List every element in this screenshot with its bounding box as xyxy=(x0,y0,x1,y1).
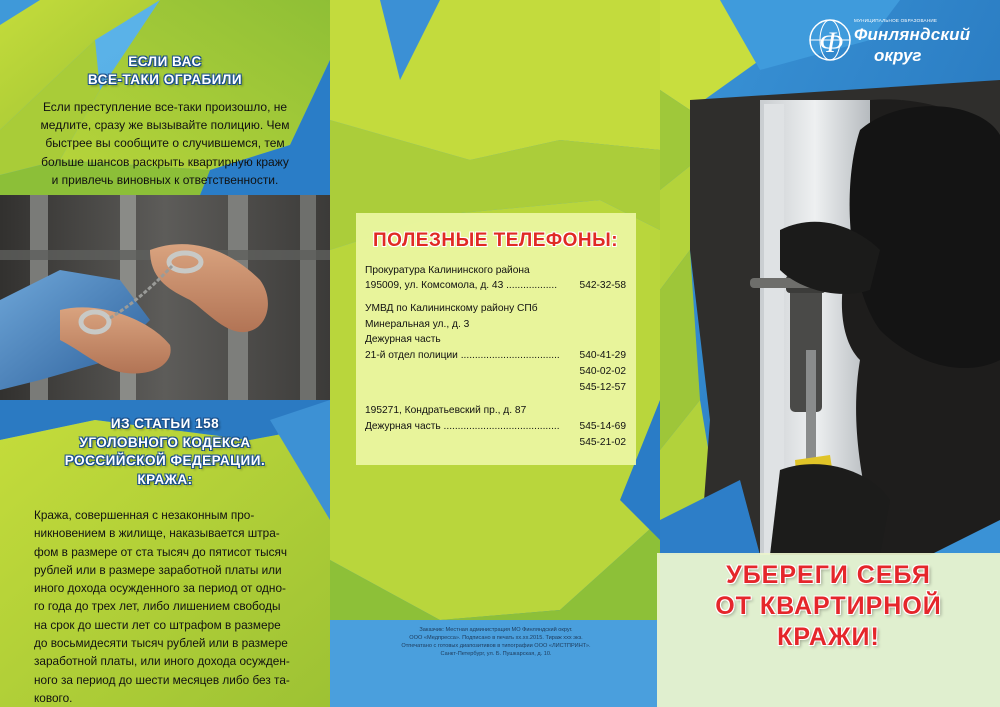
article-heading-line: РОССИЙСКОЙ ФЕДЕРАЦИИ. xyxy=(64,453,266,468)
article-line: иного дохода осужденного за период от одно- xyxy=(34,581,286,596)
article-line: до восьмидесяти тысяч рублей или в размере xyxy=(34,636,288,651)
third-phone: 545-14-69 xyxy=(579,421,626,432)
imprint-line: Заказчик: Местная администрация МО Финляндский округ. xyxy=(419,627,573,633)
robbed-heading-line2: ВСЕ-ТАКИ ОГРАБИЛИ xyxy=(87,72,243,87)
prosecutor-address: 195009, ул. Комсомола, д. 43 .................. xyxy=(365,280,558,291)
article-heading xyxy=(40,415,290,489)
imprint xyxy=(360,626,632,658)
article-line: Кража, совершенная с незаконным про- xyxy=(34,508,255,522)
robbed-line: быстрее вы сообщите о случившемся, тем xyxy=(45,136,285,151)
article-line: рублей или в размере заработной платы или xyxy=(34,562,282,577)
robbed-paragraph xyxy=(37,98,293,189)
logo xyxy=(808,16,984,76)
slogan-line3: КРАЖИ! xyxy=(777,623,880,651)
article-heading-line: ИЗ СТАТЬИ 158 xyxy=(110,416,220,431)
article-line: го года до трех лет, либо лишением свободы xyxy=(34,599,281,614)
umvd-duty: Дежурная часть xyxy=(365,334,441,345)
umvd-name: УМВД по Калининскому району СПб xyxy=(365,303,538,314)
handcuffs-photo xyxy=(0,195,330,400)
umvd-dept: 21-й отдел полиции ................................... xyxy=(365,350,560,361)
umvd-phone: 540-02-02 xyxy=(579,366,626,377)
article-paragraph xyxy=(34,506,296,707)
robbed-line: больше шансов раскрыть квартирную кражу xyxy=(41,154,289,169)
article-line: фом в размере от ста тысяч до пятисот тысяч xyxy=(34,544,288,559)
logo-name-line1: Финляндский xyxy=(854,25,971,44)
robbed-heading xyxy=(40,53,290,89)
article-line: кового. xyxy=(34,690,73,705)
imprint-line: ООО «Медпресса». Подписано в печать xx.xx.2015. Тираж xxx экз. xyxy=(409,635,583,641)
slogan-line1: УБЕРЕГИ СЕБЯ xyxy=(726,561,931,589)
article-line: ного за период до шести месяцев либо без та- xyxy=(34,672,290,687)
article-line: на срок до шести лет со штрафом в размере xyxy=(34,617,281,632)
imprint-line: Отпечатано с готовых диапозитивов в типографии ООО «ЛИСТПРИНТ». xyxy=(401,643,591,649)
phones-title: ПОЛЕЗНЫЕ ТЕЛЕФОНЫ: xyxy=(373,230,619,251)
robbed-heading-line1: ЕСЛИ ВАС xyxy=(128,54,202,69)
prosecutor-phone: 542-32-58 xyxy=(579,280,626,291)
article-line: никновением в жилище, наказывается штра- xyxy=(34,526,280,541)
robbed-line: Если преступление все-таки произошло, не xyxy=(42,100,288,114)
robbed-line: медлите, сразу же вызывайте полицию. Чем xyxy=(40,118,290,133)
imprint-line: Санкт-Петербург, ул. Б. Пушкарская, д. 10. xyxy=(440,651,552,657)
svg-text:Ф: Ф xyxy=(819,26,844,59)
slogan xyxy=(657,560,1000,653)
third-duty: Дежурная часть ......................................... xyxy=(365,421,560,432)
article-heading-line: УГОЛОВНОГО КОДЕКСА xyxy=(79,434,251,450)
slogan-line2: ОТ КВАРТИРНОЙ xyxy=(715,592,942,620)
third-phone: 545-21-02 xyxy=(579,437,626,448)
article-line: заработной платы, или иного дохода осужден- xyxy=(34,654,290,669)
robbed-line: и привлечь виновных к ответственности. xyxy=(51,172,279,187)
umvd-address: Минеральная ул., д. 3 xyxy=(365,319,470,330)
article-heading-line: КРАЖА: xyxy=(137,471,193,487)
umvd-phone: 540-41-29 xyxy=(579,350,626,361)
third-address: 195271, Кондратьевский пр., д. 87 xyxy=(365,405,527,416)
prosecutor-name: Прокуратура Калининского района xyxy=(365,265,530,276)
logo-subtitle: МУНИЦИПАЛЬНОЕ ОБРАЗОВАНИЕ xyxy=(854,18,938,23)
umvd-phone: 545-12-57 xyxy=(579,382,626,393)
logo-name-line2: округ xyxy=(874,46,922,65)
